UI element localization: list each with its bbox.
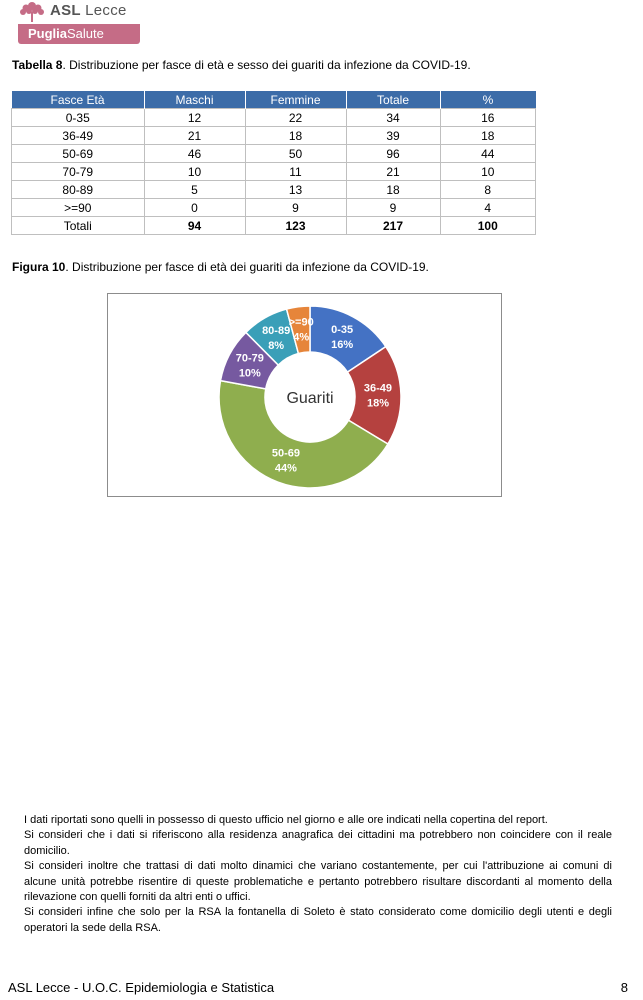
col-header-maschi: Maschi [144, 91, 245, 109]
note-paragraph: Si consideri inoltre che trattasi di dati molto dinamici che variano costantemente, per cui l'attribuzione ai comuni di alcune unità potrebbe risentire di queste problematiche e pertanto potrebbero risultare discordanti al momento della rilevazione con quelli forniti da altri enti o uffici. [24, 860, 612, 904]
table-row [12, 109, 536, 127]
asl-lecce-logo [18, 0, 140, 44]
table-caption-label: Tabella 8 [12, 58, 63, 72]
slice-category-label: 36-49 [363, 382, 393, 395]
cell: 50 [245, 145, 346, 163]
cell: 12 [144, 109, 245, 127]
cell: 9 [346, 199, 440, 217]
tree-icon [18, 0, 46, 22]
cell: 10 [440, 163, 536, 181]
page-number: 8 [620, 980, 628, 995]
cell: 44 [440, 145, 536, 163]
note-paragraph: Si consideri che i dati si riferiscono alla residenza anagrafica dei cittadini ma potrebbero non coincidere con il reale domicilio. [24, 829, 612, 857]
slice-category-label: 0-35 [331, 324, 354, 337]
cell: 11 [245, 163, 346, 181]
cell: 80-89 [12, 181, 145, 199]
table-caption [12, 58, 471, 72]
puglia-salute-band [18, 24, 140, 44]
slice-percent-label: 44% [274, 462, 297, 475]
logo-lecce: Lecce [85, 2, 127, 19]
slice-category-label: 80-89 [262, 325, 291, 338]
col-header-totale: Totale [346, 91, 440, 109]
cell: 13 [245, 181, 346, 199]
cell: 34 [346, 109, 440, 127]
donut-chart [108, 294, 501, 496]
cell: 5 [144, 181, 245, 199]
logo-asl: ASL [50, 2, 81, 19]
col-header-fasce: Fasce Età [12, 91, 145, 109]
footer-department: ASL Lecce - U.O.C. Epidemiologia e Statistica [8, 980, 275, 995]
slice-percent-label: 16% [331, 339, 354, 352]
cell: 16 [440, 109, 536, 127]
table-row [12, 199, 536, 217]
figure-caption [12, 260, 429, 274]
cell: 21 [144, 127, 245, 145]
table-totals-row [12, 217, 536, 235]
notes-block [24, 813, 612, 936]
slice-percent-label: 8% [268, 340, 285, 353]
logo-puglia: Puglia [28, 26, 68, 41]
logo-salute: Salute [67, 26, 104, 41]
cell: 39 [346, 127, 440, 145]
cell: 10 [144, 163, 245, 181]
cell: 123 [245, 217, 346, 235]
cell: 9 [245, 199, 346, 217]
slice-percent-label: 18% [366, 397, 389, 410]
cell: Totali [12, 217, 145, 235]
cell: 22 [245, 109, 346, 127]
note-paragraph: Si consideri infine che solo per la RSA la fontanella di Soleto è stato considerato come domicilio degli utenti e degli operatori la sede della RSA. [24, 906, 612, 934]
cell: 94 [144, 217, 245, 235]
cell: 50-69 [12, 145, 145, 163]
donut-chart-frame [107, 293, 502, 497]
figure-caption-label: Figura 10 [12, 260, 66, 274]
table-row [12, 145, 536, 163]
slice-percent-label: 4% [293, 331, 310, 344]
cell: 70-79 [12, 163, 145, 181]
note-paragraph: I dati riportati sono quelli in possesso di questo ufficio nel giorno e alle ore indicati nella copertina del report. [24, 814, 548, 826]
table-row [12, 181, 536, 199]
table-row [12, 163, 536, 181]
cell: 96 [346, 145, 440, 163]
cell: 18 [440, 127, 536, 145]
cell: 217 [346, 217, 440, 235]
cell: 4 [440, 199, 536, 217]
cell: 8 [440, 181, 536, 199]
cell: 0-35 [12, 109, 145, 127]
cell: 100 [440, 217, 536, 235]
cell: 18 [346, 181, 440, 199]
cell: 21 [346, 163, 440, 181]
table-header-row [12, 91, 536, 109]
table-row [12, 127, 536, 145]
slice-category-label: 50-69 [271, 447, 300, 460]
age-sex-table [11, 91, 536, 235]
cell: 0 [144, 199, 245, 217]
col-header-femmine: Femmine [245, 91, 346, 109]
slice-category-label: >=90 [288, 316, 314, 329]
logo-text [50, 2, 127, 19]
figure-caption-text: . Distribuzione per fasce di età dei guariti da infezione da COVID-19. [65, 260, 429, 274]
cell: 46 [144, 145, 245, 163]
cell: >=90 [12, 199, 145, 217]
donut-center-label: Guariti [286, 390, 334, 407]
slice-percent-label: 10% [238, 367, 261, 380]
cell: 36-49 [12, 127, 145, 145]
col-header-percent: % [440, 91, 536, 109]
cell: 18 [245, 127, 346, 145]
table-caption-text: . Distribuzione per fasce di età e sesso dei guariti da infezione da COVID-19. [62, 58, 471, 72]
slice-category-label: 70-79 [235, 352, 264, 365]
